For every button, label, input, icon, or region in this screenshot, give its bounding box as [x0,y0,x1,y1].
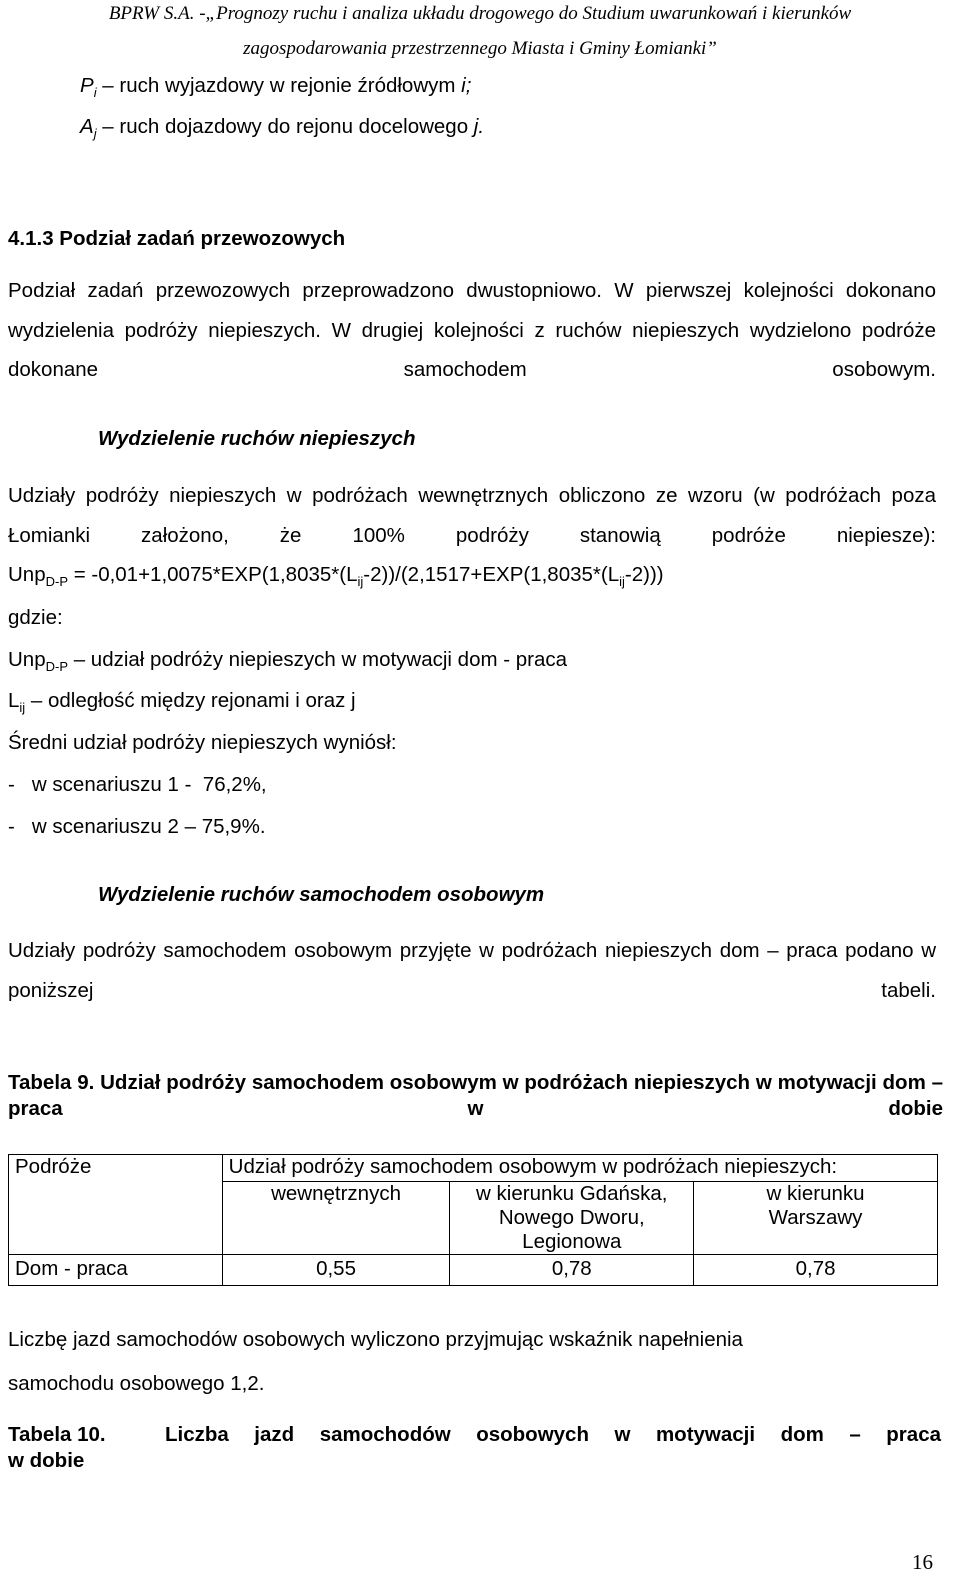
header-group: Udział podróży samochodem osobowym w podróżach niepieszych: [222,1155,937,1182]
formula-part-3: -2))) [624,563,664,586]
header-internal: wewnętrznych [222,1182,450,1255]
header-warszawa: w kierunku Warszawy [694,1182,938,1255]
definition-p [80,74,471,100]
symbol-a-sub: j [93,126,97,141]
table-row [9,1255,938,1286]
cell-internal: 0,55 [222,1255,450,1286]
definition-p-var: i; [461,74,472,97]
occupancy-line-1: Liczbę jazd samochodów osobowych wyliczono przyjmując wskaźnik napełnienia [8,1328,743,1351]
page-number: 16 [912,1550,933,1574]
definition-unp [8,648,567,674]
running-header-line-1: BPRW S.A. -„Prognozy ruchu i analiza układu drogowego do Studium uwarunkowań i kierunków [108,3,852,24]
definition-lij [8,689,356,715]
definition-unp-text: – udział podróży niepieszych w motywacji dom - praca [68,648,568,671]
where-label: gdzie: [8,606,63,629]
scenario-2-item: - w scenariuszu 2 – 75,9%. [8,815,266,838]
formula-part-1: = -0,01+1,0075*EXP(1,8035*(L [68,563,358,586]
car-paragraph: Udziały podróży samochodem osobowym przyjęte w podróżach niepieszych dom – praca podano w poniższej tabeli. [8,939,936,1002]
symbol-a: A [80,115,94,138]
pedestrian-paragraph: Udziały podróży niepieszych w podróżach wewnętrznych obliczono ze wzoru (w podróżach poza Łomianki założono, że 100% podróży stanowią podróże niepiesze): [8,484,936,547]
header-gdansk: w kierunku Gdańska, Nowego Dworu, Legionowa [450,1182,694,1255]
section-heading: 4.1.3 Podział zadań przewozowych [8,227,346,250]
car-heading: Wydzielenie ruchów samochodem osobowym [98,883,545,906]
pedestrian-heading: Wydzielenie ruchów niepieszych [98,427,416,450]
running-header-line-2: zagospodarowania przestrzennego Miasta i Gminy Łomianki” [243,38,717,59]
scenario-1-item: - w scenariuszu 1 - 76,2%, [8,773,267,796]
table-9 [8,1154,938,1286]
formula [8,563,664,589]
definition-p-text: – ruch wyjazdowy w rejonie źródłowym [96,74,462,97]
formula-sub-1: ij [357,574,364,589]
table-9-caption: Tabela 9. Udział podróży samochodem osobowym w podróżach niepieszych w motywacji dom – praca w dobie [8,1071,943,1120]
definition-unp-sub: D-P [45,659,68,674]
table-header-row [9,1155,938,1182]
cell-warszawa: 0,78 [694,1255,938,1286]
table-10-title: Liczba jazd samochodów osobowych w motywacji dom – praca [165,1423,941,1446]
definition-a-text: – ruch dojazdowy do rejonu docelowego [96,115,474,138]
definition-unp-symbol: Unp [8,648,46,671]
symbol-p-sub: i [93,85,97,100]
definition-lij-text: – odległość między rejonami i oraz j [25,689,356,712]
formula-part-2: -2))/(2,1517+EXP(1,8035*(L [363,563,620,586]
definition-a [80,115,484,141]
definition-lij-symbol: L [8,689,20,712]
row-label: Dom - praca [9,1255,223,1286]
formula-sub-2: ij [619,574,625,589]
average-share-text: Średni udział podróży niepieszych wyniósł: [8,731,397,754]
table-10-title-continued: w dobie [8,1449,85,1472]
formula-lhs-sub: D-P [45,574,68,589]
header-travel: Podróże [9,1155,223,1255]
definition-lij-sub: ij [19,700,26,715]
cell-gdansk: 0,78 [450,1255,694,1286]
table-10-label: Tabela 10. [8,1423,106,1446]
section-paragraph: Podział zadań przewozowych przeprowadzono dwustopniowo. W pierwszej kolejności dokonano wydzielenia podróży niepieszych. W drugiej kolejności z ruchów niepieszych wydzielono podróże dokonane samochodem osobowym. [8,279,936,381]
definition-a-var: j. [473,115,485,138]
occupancy-line-2: samochodu osobowego 1,2. [8,1372,265,1395]
formula-lhs: Unp [8,563,46,586]
symbol-p: P [80,74,94,97]
